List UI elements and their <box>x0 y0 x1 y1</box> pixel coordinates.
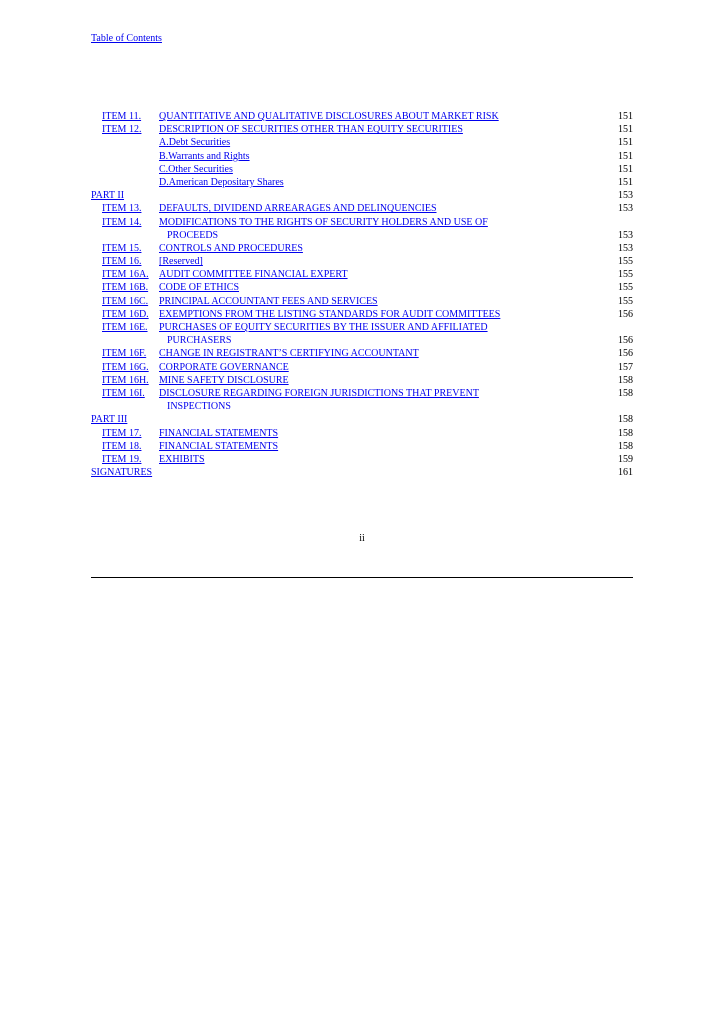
table-of-contents-link[interactable]: Table of Contents <box>91 33 162 44</box>
toc-row-item-15 <box>91 242 633 255</box>
toc-row-item-16h <box>91 374 633 387</box>
toc-page-number: 151 <box>618 163 633 175</box>
toc-row-item-13 <box>91 202 633 215</box>
toc-row-item-16f <box>91 347 633 360</box>
toc-item-title-line1: PURCHASES OF EQUITY SECURITIES BY THE ISSUER AND AFFILIATED <box>159 322 488 334</box>
toc-item-title[interactable]: CODE OF ETHICS <box>159 282 240 294</box>
toc-item-title[interactable]: DEFAULTS, DIVIDEND ARREARAGES AND DELINQUENCIES <box>159 203 437 215</box>
toc-item-title[interactable]: AUDIT COMMITTEE FINANCIAL EXPERT <box>159 269 348 281</box>
toc-subitem-title[interactable]: D.American Depositary Shares <box>159 176 284 188</box>
toc-page-number: 153 <box>618 203 633 215</box>
toc-row-item-19 <box>91 453 633 466</box>
toc-item-title[interactable]: CHANGE IN REGISTRANT’S CERTIFYING ACCOUNTANT <box>159 348 419 360</box>
toc-item-number[interactable]: ITEM 16H. <box>102 374 149 386</box>
toc-item-number[interactable]: ITEM 16E. <box>102 322 148 334</box>
toc-item-number[interactable]: ITEM 15. <box>102 242 142 254</box>
toc-item-number[interactable]: ITEM 16G. <box>102 361 149 373</box>
toc-item-title-line2: PROCEEDS <box>167 229 219 241</box>
toc-page-number: 158 <box>618 387 633 399</box>
toc-page-number: 158 <box>618 374 633 386</box>
toc-page-number: 151 <box>618 124 633 136</box>
toc-item-title[interactable] <box>159 387 576 413</box>
toc-page-number: 155 <box>618 269 633 281</box>
toc-page-number: 151 <box>618 137 633 149</box>
toc-page-number: 156 <box>618 348 633 360</box>
toc-item-title[interactable]: QUANTITATIVE AND QUALITATIVE DISCLOSURES ABOUT MARKET RISK <box>159 111 499 122</box>
toc-item-title-line2: PURCHASERS <box>167 335 232 347</box>
toc-item-title-line1: DISCLOSURE REGARDING FOREIGN JURISDICTIONS THAT PREVENT <box>159 387 479 399</box>
toc-row-item-16i <box>91 387 633 413</box>
toc-item-number[interactable]: ITEM 16F. <box>102 348 147 360</box>
toc-item-number[interactable]: ITEM 19. <box>102 453 142 465</box>
toc-item-title[interactable]: CORPORATE GOVERNANCE <box>159 361 289 373</box>
toc-row-item-16d <box>91 308 633 321</box>
toc-item-number[interactable]: ITEM 16C. <box>102 295 149 307</box>
toc-row-item-16c <box>91 295 633 308</box>
toc-page-number: 155 <box>618 256 633 268</box>
toc-item-number[interactable]: ITEM 16I. <box>102 387 145 399</box>
toc-row-item-12d <box>91 176 633 189</box>
toc-part-title[interactable]: SIGNATURES <box>91 467 153 479</box>
toc-row-item-16b <box>91 281 633 294</box>
toc-item-title[interactable]: FINANCIAL STATEMENTS <box>159 440 279 452</box>
toc-subitem-title[interactable]: C.Other Securities <box>159 163 233 175</box>
toc-item-number[interactable]: ITEM 17. <box>102 427 142 439</box>
toc-page-number: 161 <box>618 467 633 479</box>
toc-item-number[interactable]: ITEM 16D. <box>102 308 149 320</box>
toc-row-item-11 <box>91 110 633 123</box>
toc-row-item-16 <box>91 255 633 268</box>
toc-row-item-12 <box>91 123 633 136</box>
toc-item-title[interactable]: DESCRIPTION OF SECURITIES OTHER THAN EQUITY SECURITIES <box>159 124 463 136</box>
toc-page-number: 158 <box>618 427 633 439</box>
toc-page-number: 151 <box>618 111 633 122</box>
toc-page-number: 156 <box>618 335 633 347</box>
toc-item-title[interactable]: EXEMPTIONS FROM THE LISTING STANDARDS FOR AUDIT COMMITTEES <box>159 308 501 320</box>
toc-item-title[interactable] <box>159 216 576 242</box>
toc-page-number: 156 <box>618 308 633 320</box>
toc-item-number[interactable]: ITEM 14. <box>102 216 142 228</box>
toc-item-title-line1: MODIFICATIONS TO THE RIGHTS OF SECURITY HOLDERS AND USE OF <box>159 216 488 228</box>
toc-row-item-12c <box>91 163 633 176</box>
toc-item-title[interactable] <box>159 321 576 347</box>
toc-item-number[interactable]: ITEM 11. <box>102 111 142 122</box>
toc-page-number: 153 <box>618 242 633 254</box>
toc-page-number: 151 <box>618 150 633 162</box>
toc-part-title[interactable]: PART II <box>91 190 125 202</box>
toc-subitem-title[interactable]: A.Debt Securities <box>159 137 231 149</box>
toc-row-signatures <box>91 466 633 479</box>
toc-page-number: 155 <box>618 282 633 294</box>
toc-row-item-16g <box>91 361 633 374</box>
page-divider <box>91 577 633 578</box>
toc-item-number[interactable]: ITEM 13. <box>102 203 142 215</box>
table-of-contents <box>91 110 633 479</box>
toc-item-title[interactable]: MINE SAFETY DISCLOSURE <box>159 374 289 386</box>
toc-page-number: 155 <box>618 295 633 307</box>
toc-row-item-14 <box>91 216 633 242</box>
toc-item-number[interactable]: ITEM 18. <box>102 440 142 452</box>
toc-page-number: 157 <box>618 361 633 373</box>
toc-item-number[interactable]: ITEM 12. <box>102 124 142 136</box>
toc-row-item-16e <box>91 321 633 347</box>
toc-page-number: 153 <box>618 229 633 241</box>
toc-page-number: 158 <box>618 414 633 426</box>
toc-item-title[interactable]: PRINCIPAL ACCOUNTANT FEES AND SERVICES <box>159 295 378 307</box>
toc-item-title[interactable]: EXHIBITS <box>159 453 205 465</box>
toc-item-title[interactable]: FINANCIAL STATEMENTS <box>159 427 279 439</box>
toc-row-item-12a <box>91 136 633 149</box>
toc-row-item-12b <box>91 150 633 163</box>
toc-item-number[interactable]: ITEM 16B. <box>102 282 149 294</box>
toc-page-number: 158 <box>618 440 633 452</box>
page-number: ii <box>359 533 365 544</box>
toc-item-title[interactable]: [Reserved] <box>159 256 203 268</box>
toc-part-title[interactable]: PART III <box>91 414 128 426</box>
toc-row-item-16a <box>91 268 633 281</box>
toc-item-number[interactable]: ITEM 16A. <box>102 269 149 281</box>
toc-page-number: 159 <box>618 453 633 465</box>
toc-subitem-title[interactable]: B.Warrants and Rights <box>159 150 250 162</box>
toc-row-item-18 <box>91 440 633 453</box>
toc-item-number[interactable]: ITEM 16. <box>102 256 142 268</box>
toc-row-part-3 <box>91 413 633 426</box>
toc-item-title[interactable]: CONTROLS AND PROCEDURES <box>159 242 303 254</box>
toc-item-title-line2: INSPECTIONS <box>167 401 231 413</box>
toc-row-item-17 <box>91 427 633 440</box>
toc-page-number: 151 <box>618 176 633 188</box>
toc-page-number: 153 <box>618 190 633 202</box>
toc-row-part-2 <box>91 189 633 202</box>
